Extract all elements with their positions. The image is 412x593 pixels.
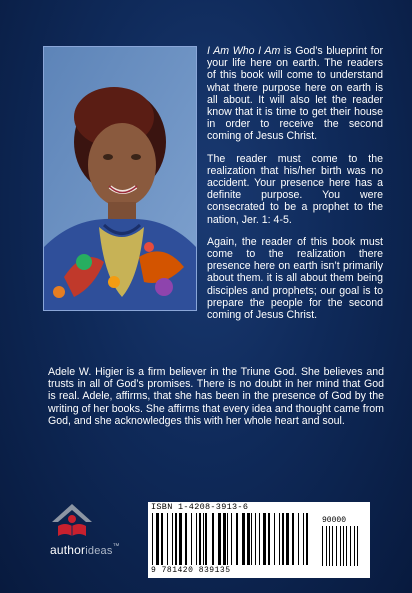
barcode-bar [350,526,351,566]
barcode-bar [282,513,284,565]
barcode-digits: 9 781420 839135 [151,566,231,575]
book-title: I Am Who I Am [207,45,281,57]
barcode-bar [231,513,232,565]
barcode-bar [185,513,187,565]
barcode-bar [212,513,214,565]
barcode-bar [322,526,323,566]
publisher-name-bold: author [50,543,86,557]
price-code: 90000 [322,516,347,525]
barcode-bar [286,513,289,565]
barcode-bar [354,526,355,566]
barcode-bar [223,513,226,565]
barcode-bar [199,513,201,565]
author-photo [43,46,197,311]
barcode-bar [306,513,308,565]
barcode-bar [357,526,358,566]
publisher-name [50,543,120,557]
isbn-number: ISBN 1-4208-3913-6 [151,502,249,512]
publisher-name-light: ideas [85,545,113,557]
barcode-bar [156,513,159,565]
barcode-bar [251,513,252,565]
author-bio: Adele W. Higier is a firm believer in the Triune God. She believes and trusts in all of God’s promises. There is no doubt in her mind that God is real. Adele, affirms, that she has been in the presence of God by the writing of her books. She affirms that every idea and thought came from God, and she acknowledges this with her whole heart and soul. [48,366,384,427]
barcode-bar [332,526,333,566]
barcode-bar [303,513,304,565]
barcode-bar [196,513,197,565]
barcode-bar [336,526,337,566]
barcode-bar [172,513,173,565]
barcode-bar [259,513,260,565]
blurb-paragraph-2: The reader must come to the realization that his/her birth was no accident. Your presence here has a definite purpose. You were consecrated to be a prophet to the nation, Jer. 1: 4-5. [207,152,383,226]
barcode-bar [218,513,221,565]
barcode-bar [179,513,182,565]
barcode-bar [292,513,294,565]
barcode-bar [242,513,245,565]
barcode-bar [279,513,280,565]
barcode-bar [329,526,330,566]
house-book-icon [48,500,108,540]
barcode-bar [326,526,327,566]
barcode-bar [268,513,270,565]
barcode-bar [227,513,228,565]
barcode-bar [236,513,238,565]
barcode-bar [298,513,299,565]
barcode-bar [274,513,275,565]
blurb-paragraph-3: Again, the reader of this book must come to the realization there presence here on earth isn’t primarily about them. it is all about them being disciples and prophets; our goal is to prepare the people for the second coming of Jesus Christ. [207,235,383,322]
blurb-paragraph-1-text: is God’s blueprint for your life here on earth. The readers of this book will come to understand what there purpose here on earth is all about. It will also let the reader know that it is time to get their house in order to receive the second coming of Jesus Christ. [207,45,383,143]
barcode-bar [205,513,207,565]
barcode-bar [343,526,344,566]
barcode-bar [191,513,192,565]
blurb-paragraph-1 [207,45,383,143]
isbn-barcode [148,502,370,578]
barcode-bar [247,513,250,565]
barcode-bar [152,513,153,565]
barcode-bar [167,513,168,565]
barcode-bar [340,526,341,566]
back-cover-blurb [207,45,383,331]
price-barcode-bars [322,526,364,566]
ean-barcode-bars [152,513,312,565]
barcode-bar [346,526,347,566]
barcode-bar [203,513,204,565]
barcode-bar [161,513,163,565]
barcode-bar [255,513,256,565]
barcode-bar [263,513,266,565]
trademark-symbol: ™ [112,543,120,550]
barcode-bar [175,513,177,565]
